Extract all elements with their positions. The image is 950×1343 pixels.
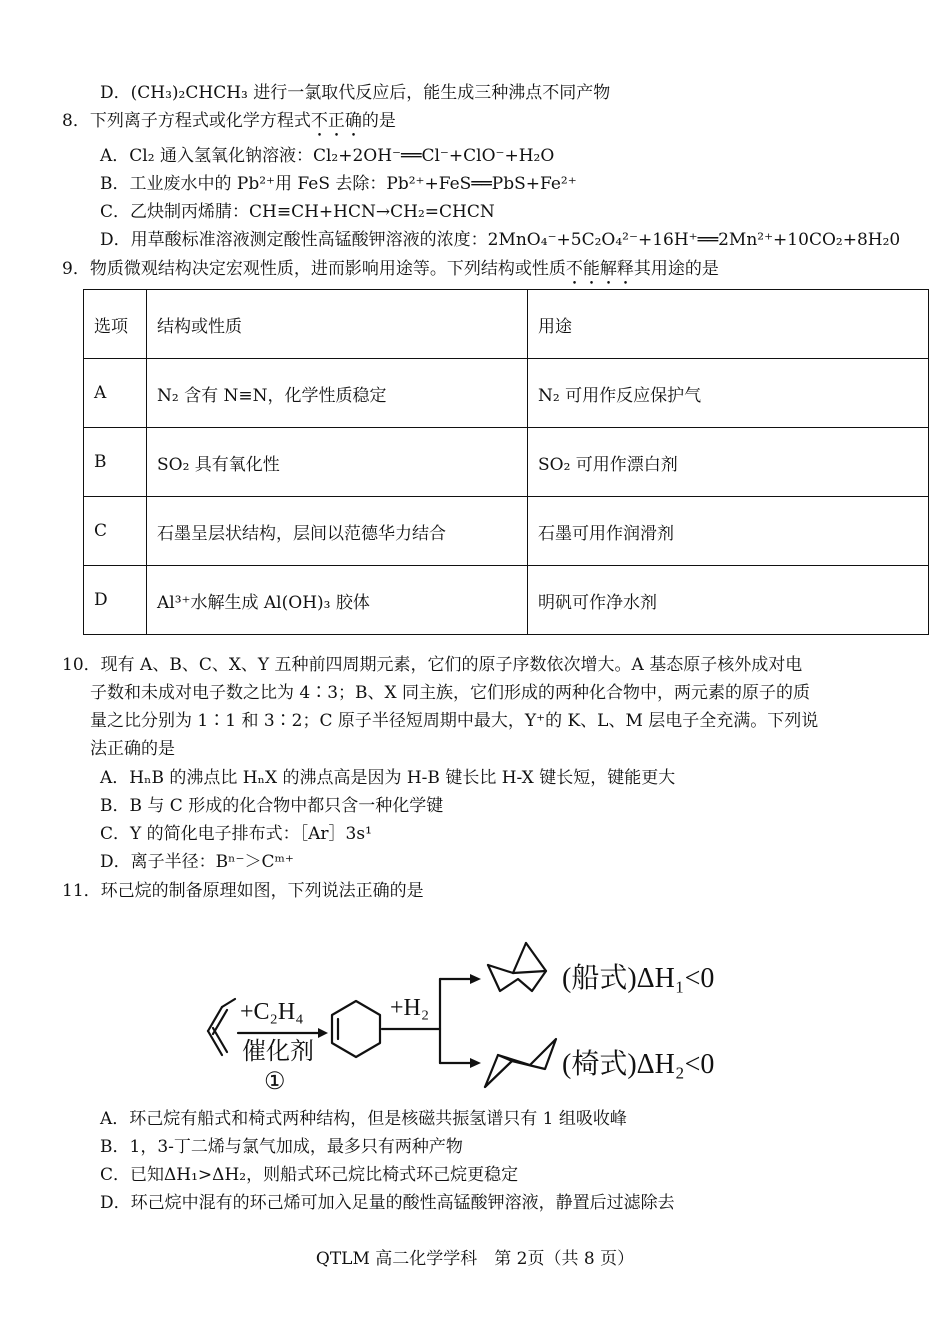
cyclohexene-structure — [332, 1001, 380, 1057]
q10-stem-line-1: 10．现有 A、B、C、X、Y 五种前四周期元素，它们的原子序数依次增大。A 基态原子核外成对电 — [62, 655, 803, 675]
table-cell: SO₂ 具有氧化性 — [147, 428, 528, 497]
q10-stem-line-3: 量之比分别为 1∶1 和 3∶2；C 原子半径短周期中最大，Y⁺的 K、L、M 层电子全充满。下列说 — [90, 711, 819, 731]
table-cell: 石墨可用作润滑剂 — [528, 497, 929, 566]
reagent-ethylene-label: +C₂H₄ — [240, 999, 304, 1025]
boat-label: (船式)ΔH₁<0 — [562, 963, 715, 994]
q8-option-d: D．用草酸标准溶液测定酸性高锰酸钾溶液的浓度：2MnO₄⁻+5C₂O₄²⁻+16H⁺══2Mn²⁺+10CO₂+8H₂0 — [100, 230, 901, 250]
cyclohexane-scheme — [200, 935, 760, 1095]
q9-table — [83, 289, 929, 635]
table-header-cell: 选项 — [84, 290, 147, 359]
chair-cyclohexane-structure — [485, 1039, 556, 1087]
table-header-cell: 用途 — [528, 290, 929, 359]
table-cell: N₂ 可用作反应保护气 — [528, 359, 929, 428]
page-footer: QTLM 高二化学学科 第 2页（共 8 页） — [315, 1249, 635, 1269]
q11-option-a: A．环己烷有船式和椅式两种结构，但是核磁共振氢谱只有 1 组吸收峰 — [100, 1109, 627, 1129]
table-cell: A — [84, 359, 147, 428]
q10-stem-line-2: 子数和未成对电子数之比为 4∶3；B、X 同主族，它们形成的两种化合物中，两元素的原子的质 — [90, 683, 811, 703]
q8-emphasis: 不正确 — [310, 111, 362, 131]
q9-emphasis: 不能解释 — [565, 259, 634, 279]
reagent-hydrogen-label: +H₂ — [390, 995, 430, 1021]
table-row — [84, 566, 929, 635]
table-row — [84, 497, 929, 566]
butadiene-structure — [208, 999, 235, 1055]
table-cell: C — [84, 497, 147, 566]
table-cell: B — [84, 428, 147, 497]
catalyst-label: 催化剂 — [242, 1039, 314, 1065]
q11-option-b: B．1，3-丁二烯与氯气加成，最多只有两种产物 — [100, 1137, 463, 1157]
q11-option-d: D．环己烷中混有的环己烯可加入足量的酸性高锰酸钾溶液，静置后过滤除去 — [100, 1193, 675, 1213]
q11-option-c: C．已知ΔH₁>ΔH₂，则船式环己烷比椅式环己烷更稳定 — [100, 1165, 519, 1185]
table-cell: 明矾可作净水剂 — [528, 566, 929, 635]
q8-stem: 8．下列离子方程式或化学方程式不正确的是 — [62, 111, 396, 131]
q8-option-b: B．工业废水中的 Pb²⁺用 FeS 去除：Pb²⁺+FeS══PbS+Fe²⁺ — [100, 174, 577, 194]
table-row — [84, 428, 929, 497]
table-cell: D — [84, 566, 147, 635]
table-cell: 石墨呈层状结构，层间以范德华力结合 — [147, 497, 528, 566]
table-cell: SO₂ 可用作漂白剂 — [528, 428, 929, 497]
table-cell: Al³⁺水解生成 Al(OH)₃ 胶体 — [147, 566, 528, 635]
q10-option-a: A．HₙB 的沸点比 HₙX 的沸点高是因为 H-B 键长比 H-X 键长短，键能更大 — [100, 768, 676, 788]
step-number-label: ① — [264, 1069, 286, 1095]
q10-option-b: B．B 与 C 形成的化合物中都只含一种化学键 — [100, 796, 444, 816]
boat-cyclohexane-structure — [488, 943, 546, 991]
q7-option-d: D．(CH₃)₂CHCH₃ 进行一氯取代反应后，能生成三种沸点不同产物 — [100, 83, 611, 103]
chair-label: (椅式)ΔH₂<0 — [562, 1049, 715, 1080]
table-cell: N₂ 含有 N≡N，化学性质稳定 — [147, 359, 528, 428]
table-row — [84, 359, 929, 428]
q8-option-a: A．Cl₂ 通入氢氧化钠溶液：Cl₂+2OH⁻══Cl⁻+ClO⁻+H₂O — [100, 146, 555, 166]
q10-stem-line-4: 法正确的是 — [90, 739, 175, 759]
table-header-cell: 结构或性质 — [147, 290, 528, 359]
table-header-row — [84, 290, 929, 359]
q9-stem: 9．物质微观结构决定宏观性质，进而影响用途等。下列结构或性质不能解释其用途的是 — [62, 259, 719, 279]
q11-stem: 11．环己烷的制备原理如图，下列说法正确的是 — [62, 881, 424, 901]
q8-option-c: C．乙炔制丙烯腈：CH≡CH+HCN→CH₂=CHCN — [100, 202, 495, 222]
q10-option-d: D．离子半径：Bⁿ⁻＞Cᵐ⁺ — [100, 852, 294, 872]
q10-option-c: C．Y 的简化电子排布式：［Ar］3s¹ — [100, 824, 372, 844]
